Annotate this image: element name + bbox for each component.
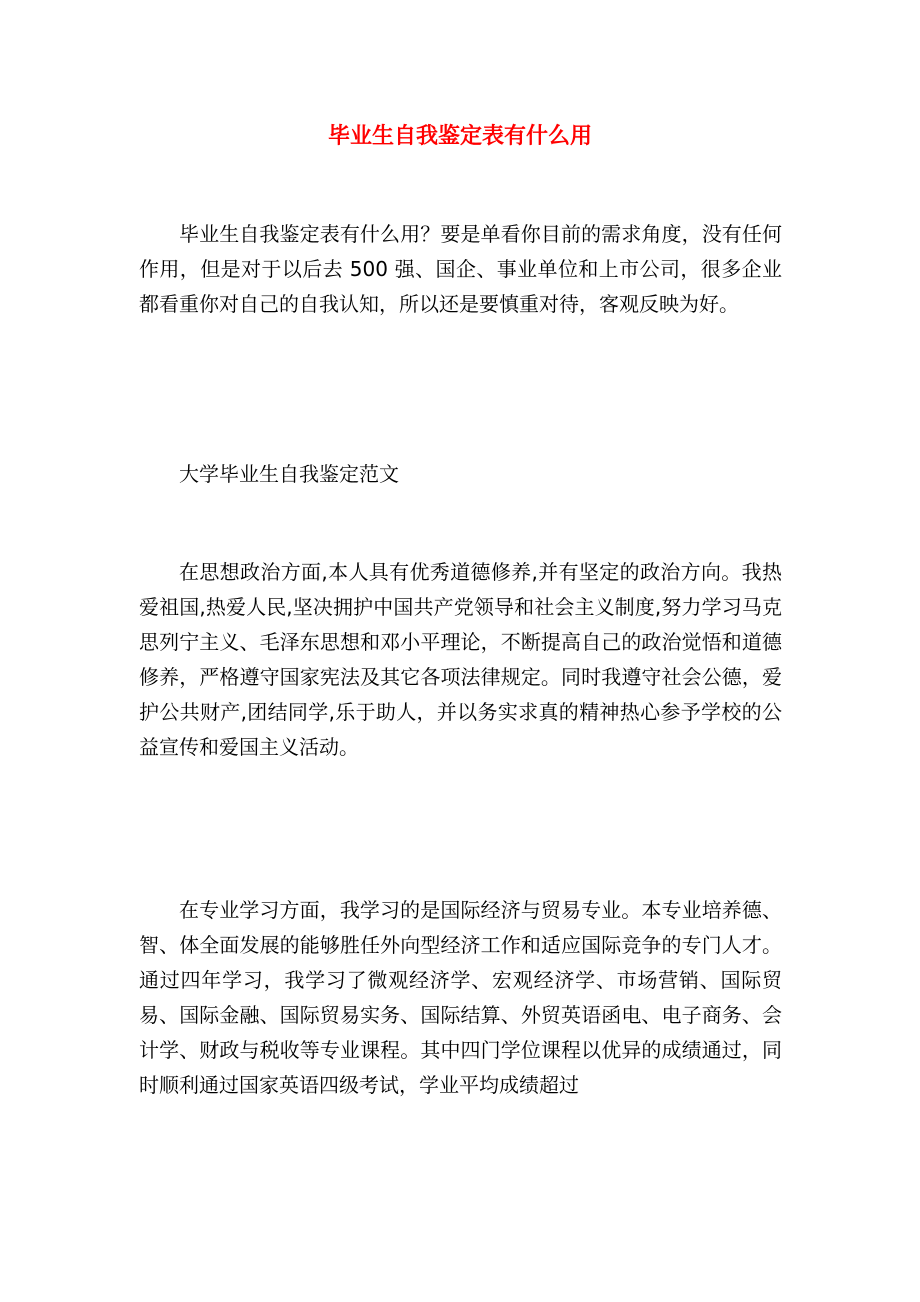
document-title: 毕业生自我鉴定表有什么用	[327, 124, 592, 149]
paragraph-intro: 毕业生自我鉴定表有什么用？要是单看你目前的需求角度，没有任何作用，但是对于以后去 500 强、国企、事业单位和上市公司，很多企业都看重你对自己的自我认知，所以还是要慎重对待，客观反映为好。	[139, 222, 782, 316]
paragraph-study: 在专业学习方面，我学习的是国际经济与贸易专业。本专业培养德、智、体全面发展的能够胜任外向型经济工作和适应国际竞争的专门人才。通过四年学习，我学习了微观经济学、宏观经济学、市场营销、国际贸易、国际金融、国际贸易实务、国际结算、外贸英语函电、电子商务、会计学、财政与税收等专业课程。其中四门学位课程以优异的成绩通过，同时顺利通过国家英语四级考试，学业平均成绩超过	[139, 898, 782, 1097]
paragraph-politics: 在思想政治方面,本人具有优秀道德修养,并有坚定的政治方向。我热爱祖国,热爱人民,坚决拥护中国共产党领导和社会主义制度,努力学习马克思列宁主义、毛泽东思想和邓小平理论，不断提高自己的政治觉悟和道德修养，严格遵守国家宪法及其它各项法律规定。同时我遵守社会公德，爱护公共财产,团结同学,乐于助人，并以务实求真的精神热心参予学校的公益宣传和爱国主义活动。	[139, 560, 782, 759]
section-heading: 大学毕业生自我鉴定范文	[179, 462, 399, 486]
